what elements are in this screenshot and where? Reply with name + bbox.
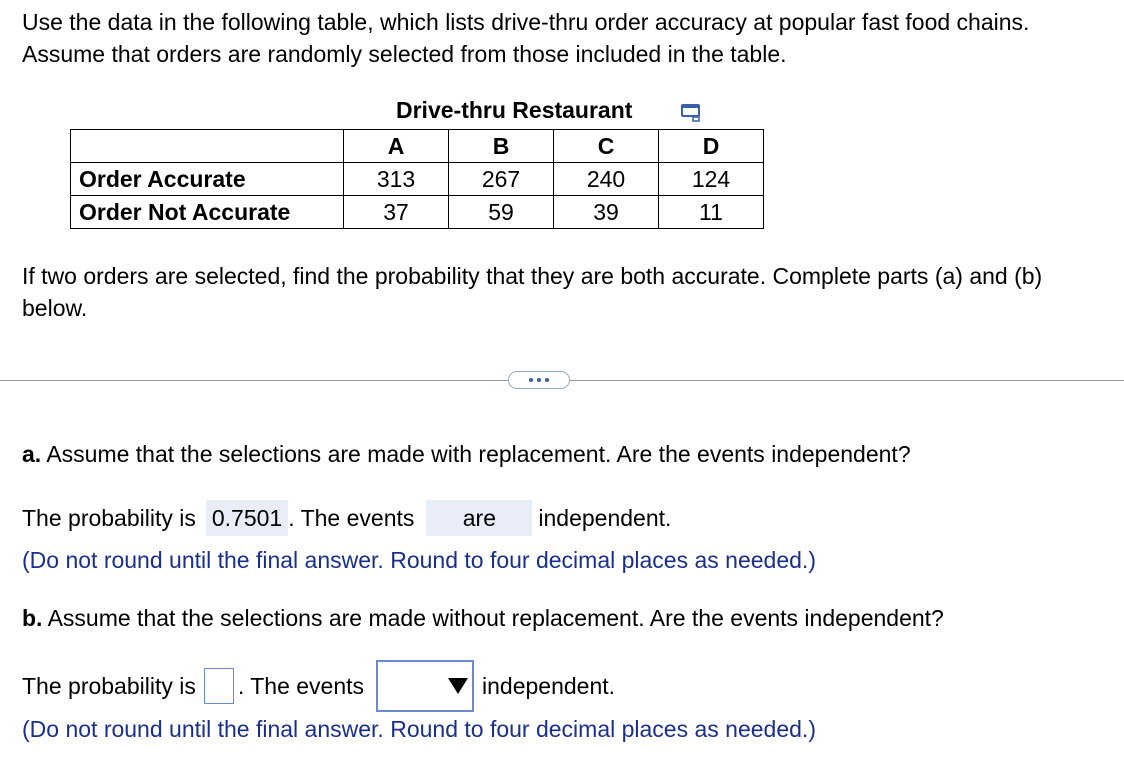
part-b-middle-text: . The events — [237, 673, 365, 699]
part-a-middle-text: . The events — [288, 505, 415, 531]
row-label: Order Not Accurate — [71, 196, 344, 229]
table-header-row — [71, 130, 764, 163]
dropdown-arrow-icon — [448, 678, 468, 694]
table-cell: 59 — [449, 196, 554, 229]
more-dot-icon — [537, 378, 541, 382]
question-text: If two orders are selected, find the probability that they are both accurate. Complete parts (a) and (b) below. — [22, 263, 1043, 321]
part-a-question — [22, 438, 911, 470]
table-cell: 267 — [449, 163, 554, 196]
part-a-hint: (Do not round until the final answer. Round to four decimal places as needed.) — [22, 547, 816, 573]
table-row — [71, 196, 764, 229]
table-corner-cell — [71, 130, 344, 163]
part-b-events-dropdown[interactable] — [376, 660, 474, 712]
part-b-hint: (Do not round until the final answer. Round to four decimal places as needed.) — [22, 716, 816, 742]
table-cell: 313 — [344, 163, 449, 196]
table-row — [71, 163, 764, 196]
table-title: Drive-thru Restaurant — [396, 97, 633, 123]
more-dot-icon — [529, 378, 533, 382]
part-a-probability-answer[interactable]: 0.7501 — [206, 500, 288, 536]
row-label: Order Accurate — [71, 163, 344, 196]
part-a-answer-line — [22, 500, 671, 536]
more-dot-icon — [545, 378, 549, 382]
part-b-probability-input[interactable] — [204, 668, 234, 704]
part-a-label: a. — [22, 441, 42, 467]
popout-icon[interactable] — [681, 104, 703, 122]
intro-text: Use the data in the following table, which lists drive-thru order accuracy at popular fast food chains. Assume that orders are randomly selected from those included in the table. — [22, 9, 1030, 67]
part-a-suffix: independent. — [538, 505, 672, 531]
part-a-events-answer[interactable]: are — [426, 500, 532, 536]
part-b-question — [22, 602, 944, 634]
part-b-prefix: The probability is — [22, 673, 196, 699]
part-b-question-text: Assume that the selections are made without replacement. Are the events independent? — [47, 605, 944, 631]
part-a-question-text: Assume that the selections are made with replacement. Are the events independent? — [46, 441, 911, 467]
table-cell: 37 — [344, 196, 449, 229]
table-cell: 39 — [554, 196, 659, 229]
table-cell: 240 — [554, 163, 659, 196]
column-header: A — [344, 130, 449, 163]
part-b-suffix: independent. — [482, 673, 616, 699]
more-button[interactable] — [508, 371, 570, 389]
table-cell: 11 — [659, 196, 764, 229]
table-cell: 124 — [659, 163, 764, 196]
data-table — [70, 129, 764, 229]
part-a-prefix: The probability is — [22, 505, 196, 531]
part-b-label: b. — [22, 605, 43, 631]
column-header: D — [659, 130, 764, 163]
column-header: C — [554, 130, 659, 163]
column-header: B — [449, 130, 554, 163]
part-b-answer-line — [22, 660, 615, 712]
